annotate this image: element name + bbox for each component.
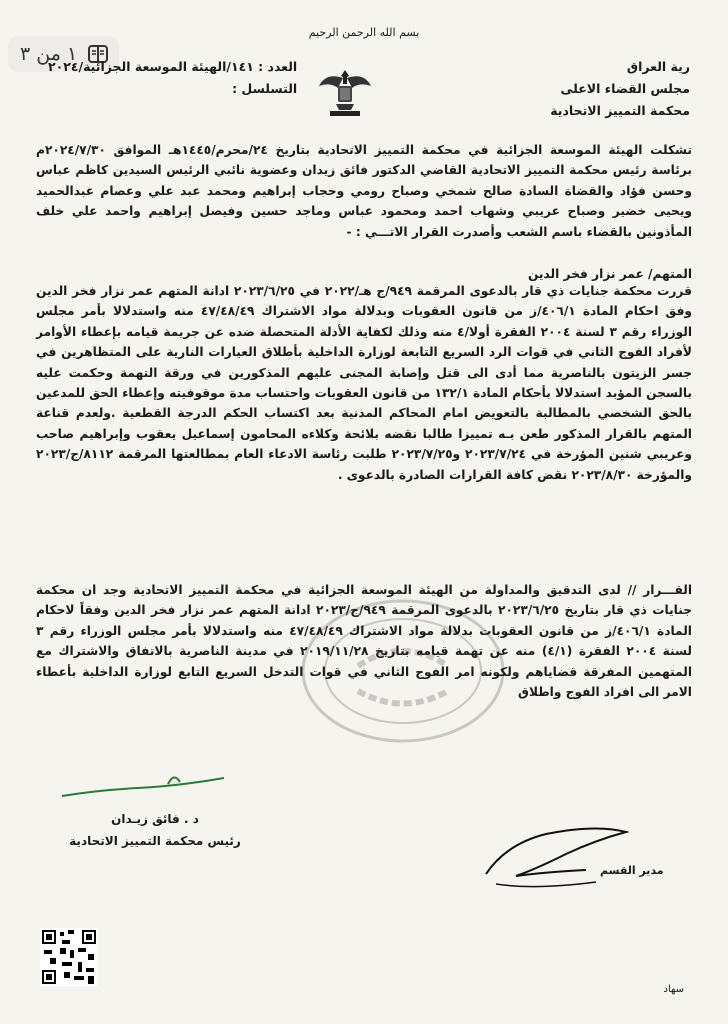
qr-code-icon xyxy=(40,928,98,986)
intro-paragraph: تشكلت الهيئة الموسعة الجزائية في محكمة التمييز الاتحادية بتاريخ ٢٤/محرم/١٤٤٥هـ الموافق ٢٠٢٤/٧/٣٠م برئاسة رئيس محكمة التمييز الاتحادية القاضي الدكتور فائق زيدان وعضوية نائبي الرئيس السيدين كاظم عباس وحسن فؤاد والقضاة السادة صالح شمخي وصباح رومي وحجاب إبراهيم ومحمد عبد علي وعصام عبدالحميد ويحيى خضير وصباح عريبي وشهاب احمد ومحمود عباس وماجد حسين وفيصل إبراهيم واحمد علي خلف المأذونين بالقضاء باسم الشعب وأصدرت القرار الاتـــي : - xyxy=(36,143,693,239)
director-signature-icon xyxy=(476,814,636,896)
reference-number: العدد : ١٤١/الهيئة الموسعة الجزائية/٢٠٢٤ xyxy=(48,59,298,74)
sequence-label: التسلسل : xyxy=(232,81,298,96)
typist-initials: سهاد xyxy=(663,984,684,995)
header-country: رية العراق xyxy=(626,59,690,74)
decision-paragraph: القـــرار // لدى التدقيق والمداولة من الهيئة الموسعة الجزائية في محكمة التمييز الاتحادية وجد ان محكمة جنايات ذي قار بتاريخ ٢٠٢٣/٦/٢٥ بالدعوى المرقمة ٩٤٩/ج/٢٠٢٣ ادانة المتهم عمر نزار فخر الدين وفقاً لاحكام المادة ٤٠٦/١/ز من قانون العقوبات بدلالة مواد الاشتراك ٤٧/٤٨/٤٩ منه واستدلالا بأمر مجلس الوزراء رقم ٣ لسنة ٢٠٠٤ الفقرة (٤/١) منه عن تهمة قيامه بتاريخ ٢٠١٩/١١/٢٨ في مدينة الناصرية بالاتفاق والاشتراك مع المتهمين المفرقة قضاياهم ولكونه امر الفوج الثاني في قوات التدخل السريع التابع لوزارة الداخلية بأعطاء الامر الى افراد الفوج واطلاق xyxy=(36,583,692,700)
header-left-block xyxy=(48,56,297,100)
signatory-name: د . فائق زيـدان xyxy=(111,812,199,826)
department-label: مدير القسم xyxy=(600,864,664,877)
eagle-emblem-icon xyxy=(316,64,374,118)
accused-line: المتهم/ عمر نزار فخر الدين xyxy=(527,267,692,281)
header-council: مجلس القضاء الاعلى xyxy=(560,81,690,96)
basmala: بسم الله الرحمن الرحيم xyxy=(308,26,420,39)
header-right-block xyxy=(550,56,690,122)
signatory-title: رئيس محكمة التمييز الاتحادية xyxy=(69,834,241,848)
signatory-block xyxy=(60,808,250,852)
header-court: محكمة التمييز الاتحادية xyxy=(550,103,690,118)
president-signature-icon xyxy=(58,770,228,804)
case-paragraph: قررت محكمة جنايات ذي قار بالدعوى المرقمة ٩٤٩/ج هـ/٢٠٢٢ في ٢٠٢٣/٦/٢٥ ادانة المتهم عمر نزار فخر الدين وفق احكام المادة ٤٠٦/١/ز من قانون العقوبات وبدلالة مواد الاشتراك ٤٧/٤٨/٤٩ منه واستدلالا بأمر مجلس الوزراء رقم ٣ لسنة ٢٠٠٤ الفقرة أولا/٤ منه وذلك لكفاية الأدلة المتحصلة ضده عن جريمة قيامه بإعطاء الأوامر لأفراد الفوج الثاني في قوات الرد السريع التابعة لوزارة الداخلية بأطلاق العيارات النارية على المتظاهرين في جسر الزيتون بالناصرية مما أدى الى قتل وإصابة المجنى عليهم المذكورين في ورقة التهمة وحكمت عليه بالسجن المؤبد استدلالا بأحكام المادة ١٣٢/١ من قانون العقوبات واحتساب مدة موقوفيته وإعطاء الحق للمدعين بالحق الشخصي بالمطالبة بالتعويض امام المحاكم المدنية بعد اكتساب الحكم الدرجة القطعية .ولعدم قناعة المتهم بالقرار المذكور طعن بـه تمييزا طالبا نقضه بلائحة وكلاءه المحامون إسماعيل يعقوب وإبراهيم صاحب وعريبي شنين المؤرخة في ٢٠٢٣/٧/٢٤ و٢٠٢٣/٧/٢٥ طلبت رئاسة الادعاء العام بمطالعتها المرقمة ٨١١٢/ج/٢٠٢٣ والمؤرخة ٢٠٢٣/٨/٣٠ نقض كافة القرارات الصادرة بالدعوى . xyxy=(36,284,693,482)
page-indicator-text: ١ من ٣ xyxy=(20,43,78,65)
